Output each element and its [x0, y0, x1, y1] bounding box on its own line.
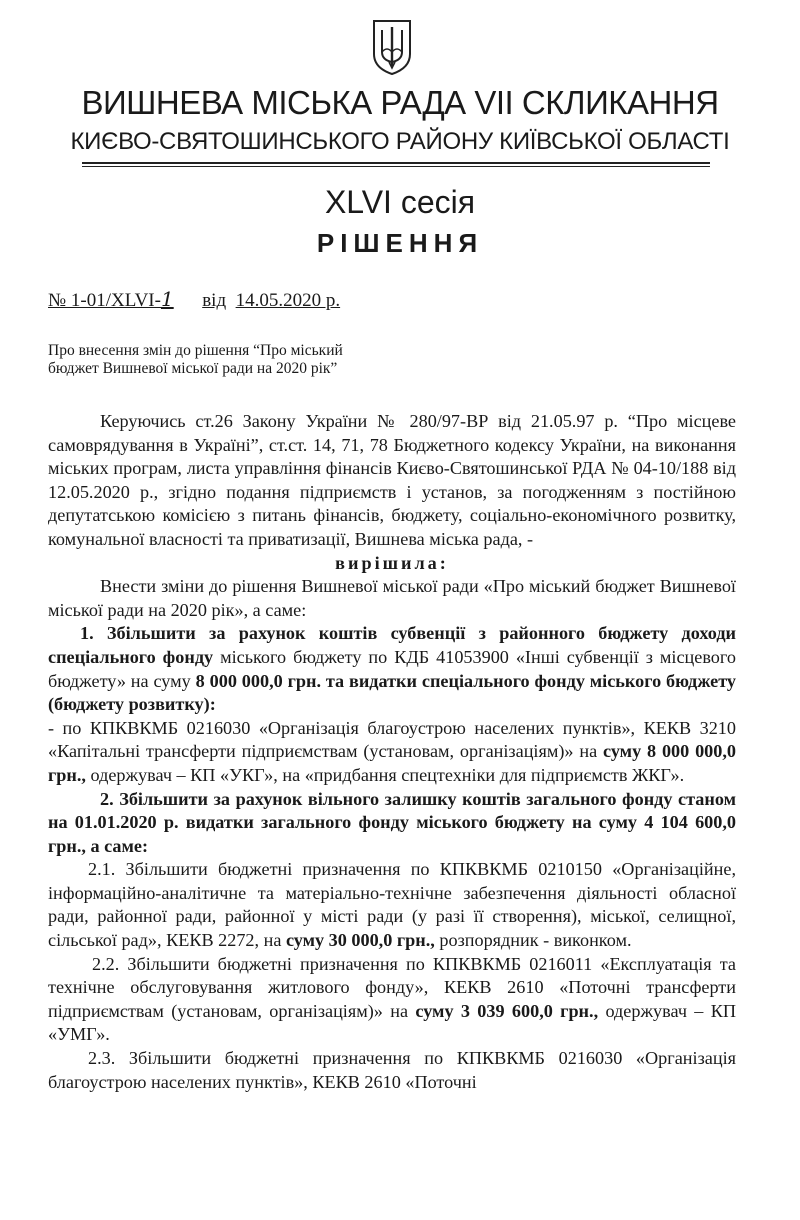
item-1-plain-c: одержувач – КП «УКГ», на «придбання спецтехніки для підприємств ЖКГ».	[85, 764, 685, 785]
item-2-2-plain-a: 2.2. Збільшити бюджетні призначення по КПКВКМБ 0216011 «Експлуатація та технічне обслуговування житлового фонду», КЕКВ 2610 «Поточні трансферти підприємствам (установам, організаціям)» на	[48, 953, 736, 1021]
item-2-3	[48, 1047, 736, 1094]
item-2-1-bold-a: суму 30 000,0 грн.,	[285, 930, 435, 951]
council-name: ВИШНЕВА МІСЬКА РАДА VII СКЛИКАННЯ	[81, 84, 719, 121]
from-label: від	[202, 290, 227, 311]
header-divider-thin	[82, 166, 710, 167]
trident-coat-of-arms-icon	[370, 18, 414, 76]
item-1-bold-c: суму 8 000 000,0 грн.,	[48, 741, 736, 785]
item-2-bold-a: 2. Збільшити за рахунок вільного залишку коштів загального фонду станом на 01.01.2020 р. видатки загального фонду міського бюджету на суму 4 104 600,0 грн., а саме:	[48, 788, 736, 856]
intro-paragraph: Внести зміни до рішення Вишневої міської ради «Про міський бюджет Вишневої міської ради на 2020 рік», а саме:	[48, 576, 736, 620]
number-handwritten: 1	[160, 287, 174, 311]
item-1-plain-a: міського бюджету по КДБ 41053900 «Інші субвенції з місцевого бюджету» на суму	[48, 646, 736, 691]
document-number	[48, 287, 340, 312]
item-2-1-plain-a: 2.1. Збільшити бюджетні призначення по КПКВКМБ 0210150 «Організаційне, інформаційно-аналітичне та матеріально-технічне забезпечення діяльності обласної ради, районної ради, районної у місті ради (у разі її створення), міської, селищної, сільської рад», КЕКВ 2272, на	[48, 859, 736, 951]
document-date: 14.05.2020 р.	[235, 290, 341, 311]
decision-title: РІШЕННЯ	[316, 228, 484, 258]
decision-subject: Про внесення змін до рішення “Про міський бюджет Вишневої міської ради на 2020 рік”	[48, 342, 343, 377]
item-1-detail	[48, 717, 736, 788]
preamble: Керуючись ст.26 Закону України № 280/97-ВР від 21.05.97 р. “Про місцеве самоврядування в Україні”, ст.ст. 14, 71, 78 Бюджетного кодексу України, на виконання міських програм, листа управління фінансів Києво-Святошинської РДА № 04-10/188 від 12.05.2020 р., згідно подання підприємств і установ, за погодженням з постійною депутатською комісією з питань фінансів, бюджету, соціально-економічного розвитку, комунальної власності та приватизації, Вишнева міська рада, -	[48, 411, 736, 549]
number-prefix: № 1-01/XLVI-	[48, 290, 161, 311]
item-2-1-plain-b: розпорядник - виконком.	[434, 930, 632, 951]
item-2	[48, 788, 736, 859]
document-body	[48, 410, 736, 1094]
item-2-2-bold-a: суму 3 039 600,0 грн.,	[415, 1000, 599, 1021]
item-1-bold-a: 1. Збільшити за рахунок коштів субвенції з районного бюджету доходи спеціального фонду	[48, 623, 736, 667]
item-1	[48, 622, 736, 716]
item-2-1	[48, 858, 736, 952]
item-1-plain-b: - по КПКВКМБ 0216030 «Організація благоустрою населених пунктів», КЕКВ 3210 «Капітальні трансферти підприємствам (установам, організаціям)» на	[48, 717, 736, 762]
session-title: XLVI сесія	[324, 184, 476, 220]
item-2-2	[48, 953, 736, 1047]
item-2-3-plain-a: 2.3. Збільшити бюджетні призначення по КПКВКМБ 0216030 «Організація благоустрою населених пунктів», КЕКВ 2610 «Поточні	[48, 1048, 736, 1092]
resolved-heading: вирішила:	[335, 552, 449, 573]
district-name: КИЄВО-СВЯТОШИНСЬКОГО РАЙОНУ КИЇВСЬКОЇ ОБЛАСТІ	[70, 128, 730, 155]
item-2-2-plain-b: одержувач – КП «УМГ».	[48, 1000, 736, 1045]
header-divider	[82, 162, 710, 164]
item-1-bold-b: 8 000 000,0 грн. та видатки спеціального фонду міського бюджету (бюджету розвитку):	[48, 670, 736, 715]
